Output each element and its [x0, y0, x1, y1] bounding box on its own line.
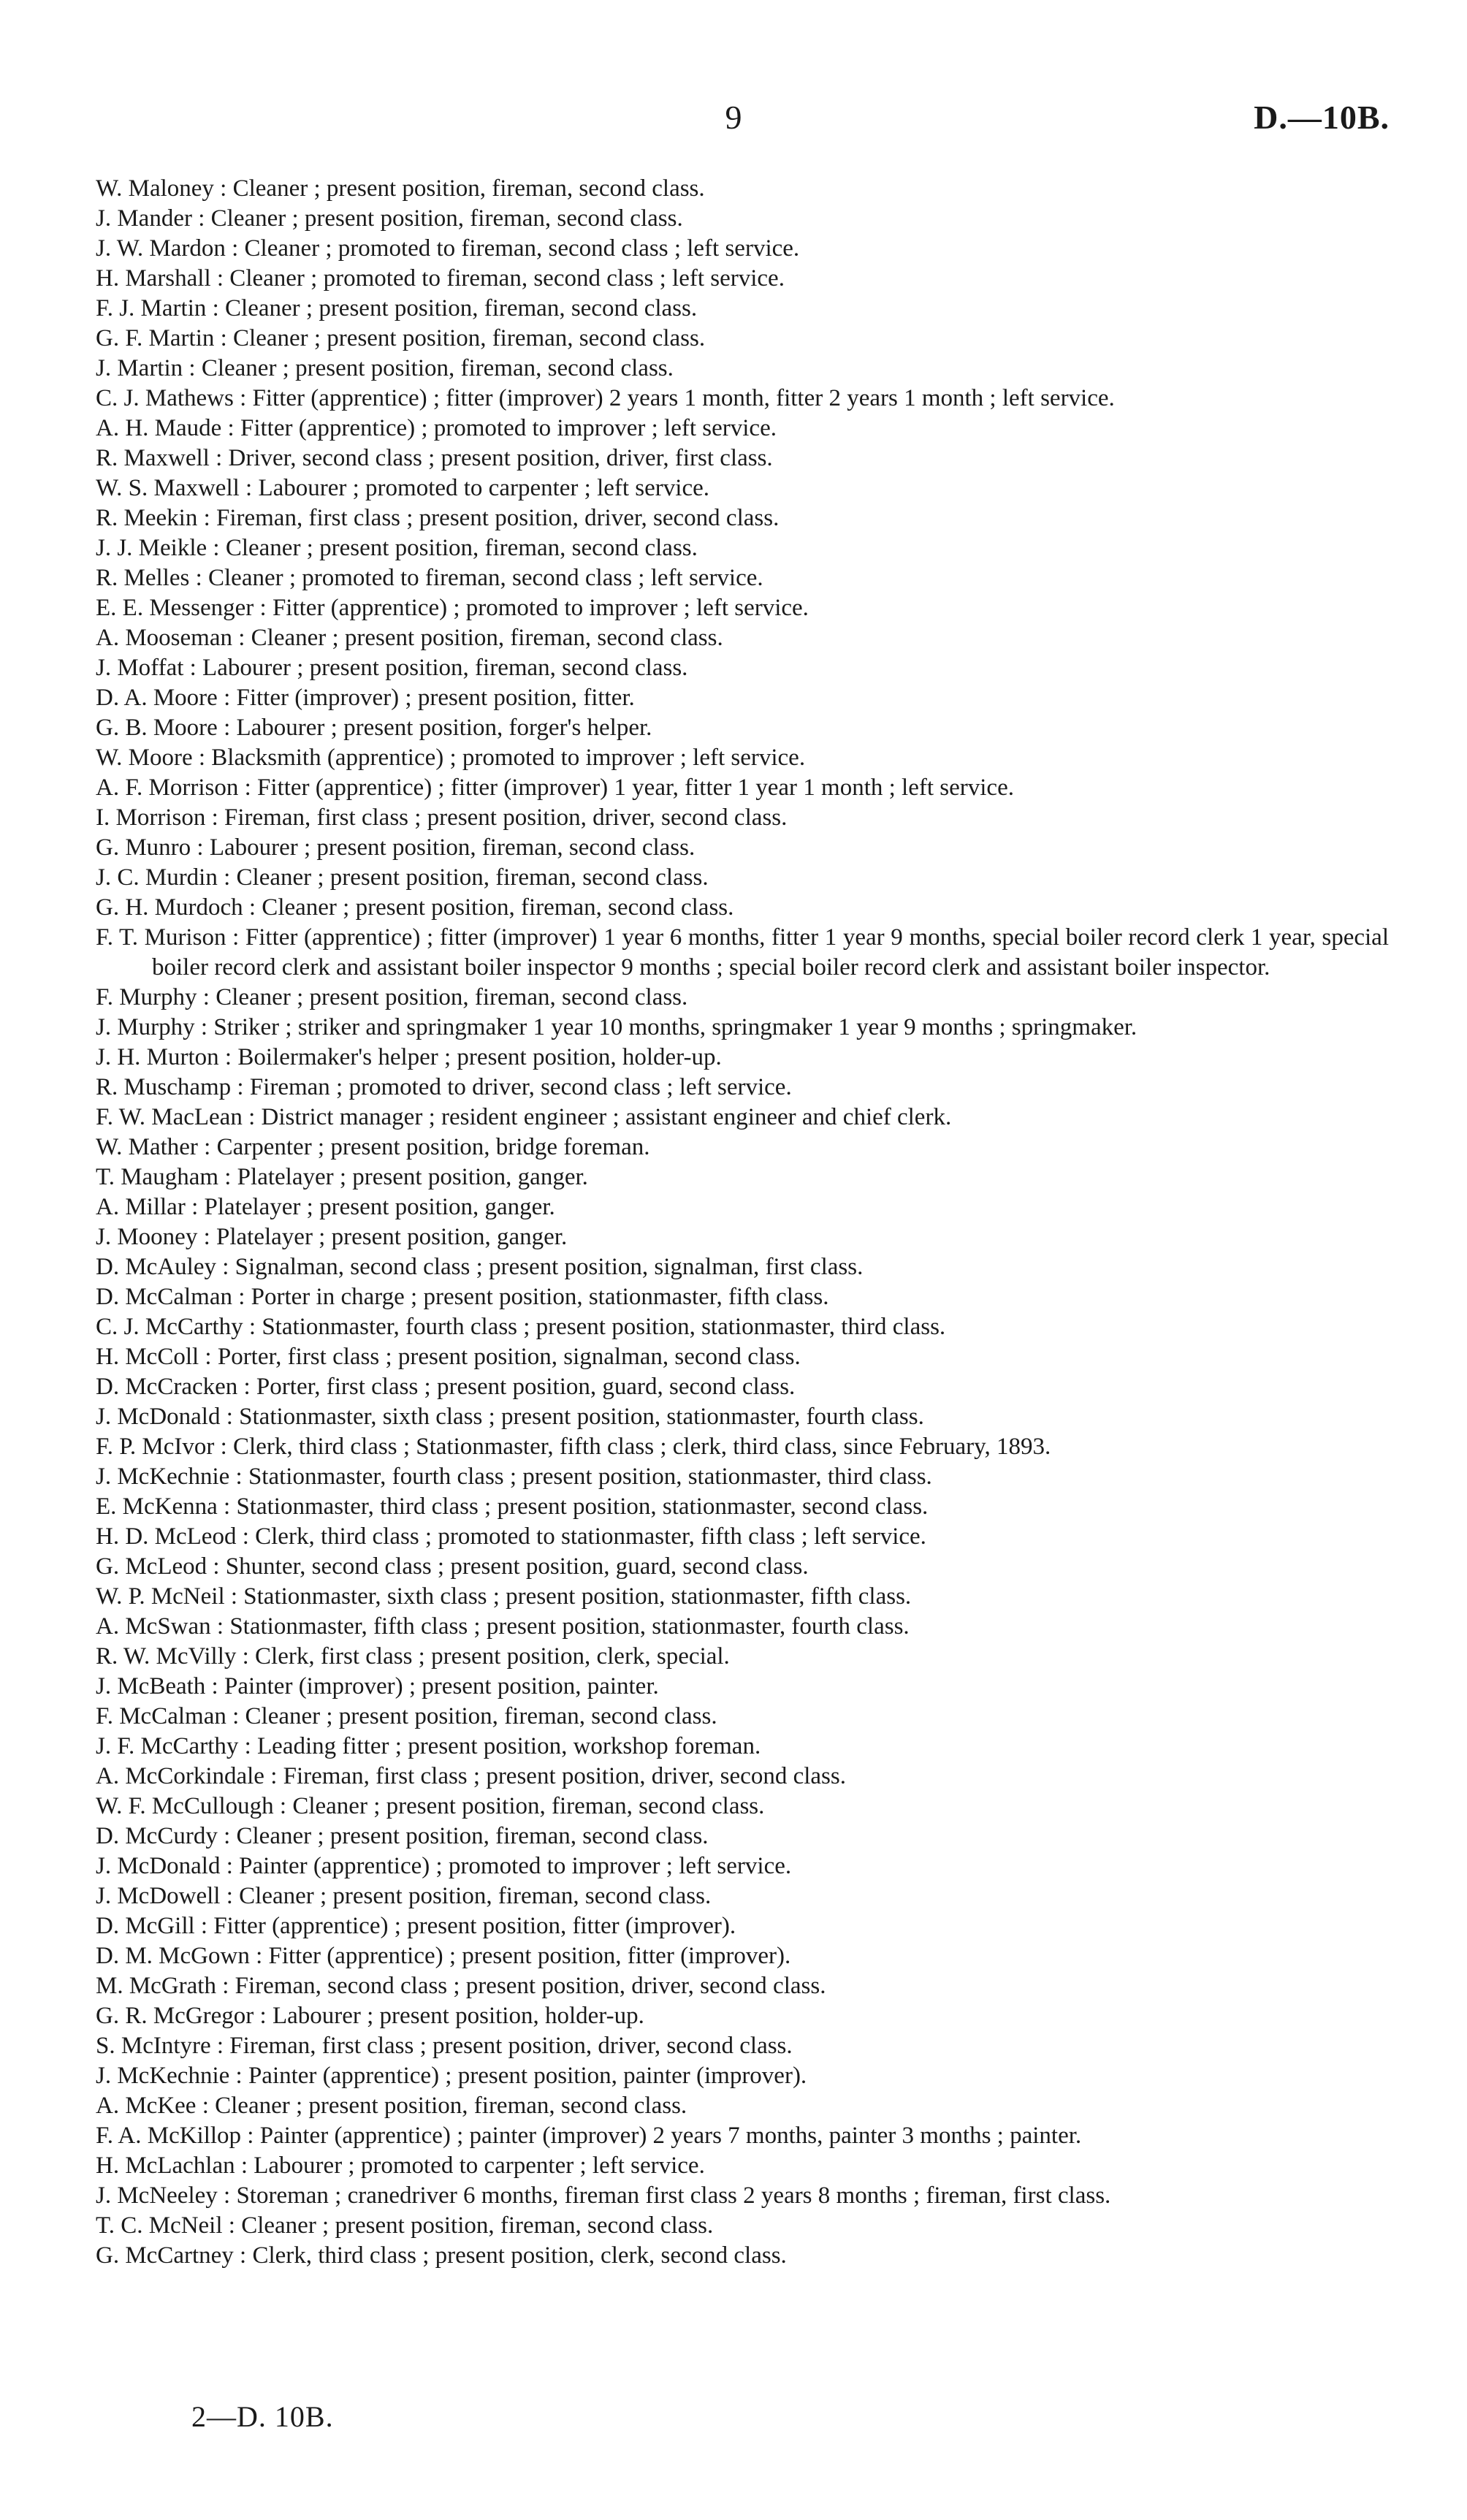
staff-entry: F. W. MacLean : District manager ; resident engineer ; assistant engineer and chief clerk. [96, 1104, 952, 1130]
staff-entry: H. McLachlan : Labourer ; promoted to carpenter ; left service. [96, 2152, 705, 2179]
staff-entry: C. J. McCarthy : Stationmaster, fourth class ; present position, stationmaster, third class. [96, 1314, 946, 1340]
staff-entry: F. J. Martin : Cleaner ; present position, fireman, second class. [96, 295, 698, 321]
staff-entry: W. F. McCullough : Cleaner ; present position, fireman, second class. [96, 1793, 765, 1819]
staff-entry: A. Mooseman : Cleaner ; present position, fireman, second class. [96, 625, 723, 651]
staff-entry: J. J. Meikle : Cleaner ; present position, fireman, second class. [96, 535, 698, 561]
staff-entry: A. McCorkindale : Fireman, first class ; present position, driver, second class. [96, 1763, 846, 1789]
document-reference: D.—10B. [1254, 99, 1390, 136]
staff-entry: S. McIntyre : Fireman, first class ; present position, driver, second class. [96, 2033, 793, 2059]
staff-entry: J. Moffat : Labourer ; present position, fireman, second class. [96, 655, 688, 681]
staff-entry: G. B. Moore : Labourer ; present position, forger's helper. [96, 715, 652, 741]
staff-entry: H. D. McLeod : Clerk, third class ; promoted to stationmaster, fifth class ; left service. [96, 1523, 926, 1550]
staff-entry: W. Moore : Blacksmith (apprentice) ; promoted to improver ; left service. [96, 745, 806, 771]
staff-entry: D. A. Moore : Fitter (improver) ; present position, fitter. [96, 685, 635, 711]
staff-entry: J. W. Mardon : Cleaner ; promoted to fireman, second class ; left service. [96, 235, 800, 262]
staff-entry: A. H. Maude : Fitter (apprentice) ; promoted to improver ; left service. [96, 415, 777, 441]
staff-entry: G. McCartney : Clerk, third class ; present position, clerk, second class. [96, 2242, 787, 2269]
staff-entry: T. C. McNeil : Cleaner ; present position, fireman, second class. [96, 2212, 714, 2239]
staff-entry: F. A. McKillop : Painter (apprentice) ; painter (improver) 2 years 7 months, painter 3 months ; painter. [96, 2123, 1082, 2149]
staff-entry: T. Maugham : Platelayer ; present position, ganger. [96, 1164, 588, 1190]
staff-entry: J. McDonald : Painter (apprentice) ; promoted to improver ; left service. [96, 1853, 792, 1879]
staff-entry: D. McGill : Fitter (apprentice) ; present position, fitter (improver). [96, 1913, 736, 1939]
staff-entry: R. Meekin : Fireman, first class ; present position, driver, second class. [96, 505, 780, 531]
staff-entry: J. McBeath : Painter (improver) ; present position, painter. [96, 1673, 659, 1699]
staff-entry: G. H. Murdoch : Cleaner ; present position, fireman, second class. [96, 894, 734, 921]
staff-entry: G. F. Martin : Cleaner ; present position, fireman, second class. [96, 325, 706, 351]
staff-entry: F. Murphy : Cleaner ; present position, fireman, second class. [96, 984, 688, 1010]
staff-entry: J. C. Murdin : Cleaner ; present position, fireman, second class. [96, 864, 709, 891]
staff-entry: H. Marshall : Cleaner ; promoted to fireman, second class ; left service. [96, 265, 785, 292]
staff-entry: D. M. McGown : Fitter (apprentice) ; present position, fitter (improver). [96, 1943, 791, 1969]
staff-entry: F. T. Murison : Fitter (apprentice) ; fitter (improver) 1 year 6 months, fitter 1 year 9 months, special boiler record clerk 1 year, special boiler record clerk and assistant boiler inspector 9 months ; special boiler record clerk and assistant boiler inspector. [96, 924, 1389, 981]
staff-entry: F. McCalman : Cleaner ; present position, fireman, second class. [96, 1703, 717, 1729]
staff-entry: E. E. Messenger : Fitter (apprentice) ; promoted to improver ; left service. [96, 595, 809, 621]
staff-entry: J. McNeeley : Storeman ; cranedriver 6 months, fireman first class 2 years 8 months ; fireman, first class. [96, 2182, 1111, 2209]
staff-entry: G. R. McGregor : Labourer ; present position, holder-up. [96, 2003, 644, 2029]
printer-signature-mark: 2—D. 10B. [191, 2400, 334, 2433]
staff-entry: G. Munro : Labourer ; present position, fireman, second class. [96, 834, 696, 861]
staff-entry: J. H. Murton : Boilermaker's helper ; present position, holder-up. [96, 1044, 722, 1070]
staff-entry: W. Mather : Carpenter ; present position, bridge foreman. [96, 1134, 650, 1160]
staff-entry: H. McColl : Porter, first class ; present position, signalman, second class. [96, 1344, 801, 1370]
staff-entry: D. McCalman : Porter in charge ; present position, stationmaster, fifth class. [96, 1284, 829, 1310]
staff-entry: A. McKee : Cleaner ; present position, fireman, second class. [96, 2093, 687, 2119]
staff-entry: J. Martin : Cleaner ; present position, fireman, second class. [96, 355, 674, 381]
staff-entry: J. McDowell : Cleaner ; present position, fireman, second class. [96, 1883, 712, 1909]
staff-entry: A. Millar : Platelayer ; present position, ganger. [96, 1194, 555, 1220]
staff-entry: R. Melles : Cleaner ; promoted to fireman, second class ; left service. [96, 565, 763, 591]
staff-entry: E. McKenna : Stationmaster, third class ; present position, stationmaster, second class. [96, 1493, 929, 1520]
staff-entry: J. McKechnie : Stationmaster, fourth class ; present position, stationmaster, third class. [96, 1463, 932, 1490]
staff-entry: D. McCracken : Porter, first class ; present position, guard, second class. [96, 1374, 796, 1400]
staff-entry: J. McKechnie : Painter (apprentice) ; present position, painter (improver). [96, 2063, 807, 2089]
staff-entry: R. Maxwell : Driver, second class ; present position, driver, first class. [96, 445, 773, 471]
page-number: 9 [725, 99, 742, 136]
staff-entry: I. Morrison : Fireman, first class ; present position, driver, second class. [96, 804, 788, 831]
staff-entry: G. McLeod : Shunter, second class ; present position, guard, second class. [96, 1553, 809, 1580]
staff-entry: J. F. McCarthy : Leading fitter ; present position, workshop foreman. [96, 1733, 761, 1759]
staff-entry: D. McAuley : Signalman, second class ; present position, signalman, first class. [96, 1254, 864, 1280]
staff-entry: J. Murphy : Striker ; striker and springmaker 1 year 10 months, springmaker 1 year 9 months ; springmaker. [96, 1014, 1138, 1040]
staff-entry: W. Maloney : Cleaner ; present position, fireman, second class. [96, 175, 705, 202]
staff-entry: A. F. Morrison : Fitter (apprentice) ; fitter (improver) 1 year, fitter 1 year 1 month ; left service. [96, 774, 1014, 801]
staff-entry: W. P. McNeil : Stationmaster, sixth class ; present position, stationmaster, fifth class. [96, 1583, 912, 1610]
staff-entry: R. Muschamp : Fireman ; promoted to driver, second class ; left service. [96, 1074, 792, 1100]
staff-entry: J. Mooney : Platelayer ; present position, ganger. [96, 1224, 568, 1250]
staff-entry: J. Mander : Cleaner ; present position, fireman, second class. [96, 205, 683, 232]
staff-entry: A. McSwan : Stationmaster, fifth class ; present position, stationmaster, fourth class. [96, 1613, 910, 1640]
staff-entry: J. McDonald : Stationmaster, sixth class ; present position, stationmaster, fourth class. [96, 1404, 924, 1430]
staff-entry: D. McCurdy : Cleaner ; present position, fireman, second class. [96, 1823, 709, 1849]
staff-entry: R. W. McVilly : Clerk, first class ; present position, clerk, special. [96, 1643, 730, 1670]
staff-entry: W. S. Maxwell : Labourer ; promoted to carpenter ; left service. [96, 475, 710, 501]
staff-entry-list [96, 174, 1389, 2271]
staff-entry: C. J. Mathews : Fitter (apprentice) ; fitter (improver) 2 years 1 month, fitter 2 years 1 month ; left service. [96, 385, 1115, 411]
staff-entry: F. P. McIvor : Clerk, third class ; Stationmaster, fifth class ; clerk, third class, since February, 1893. [96, 1434, 1051, 1460]
staff-entry: M. McGrath : Fireman, second class ; present position, driver, second class. [96, 1973, 826, 1999]
